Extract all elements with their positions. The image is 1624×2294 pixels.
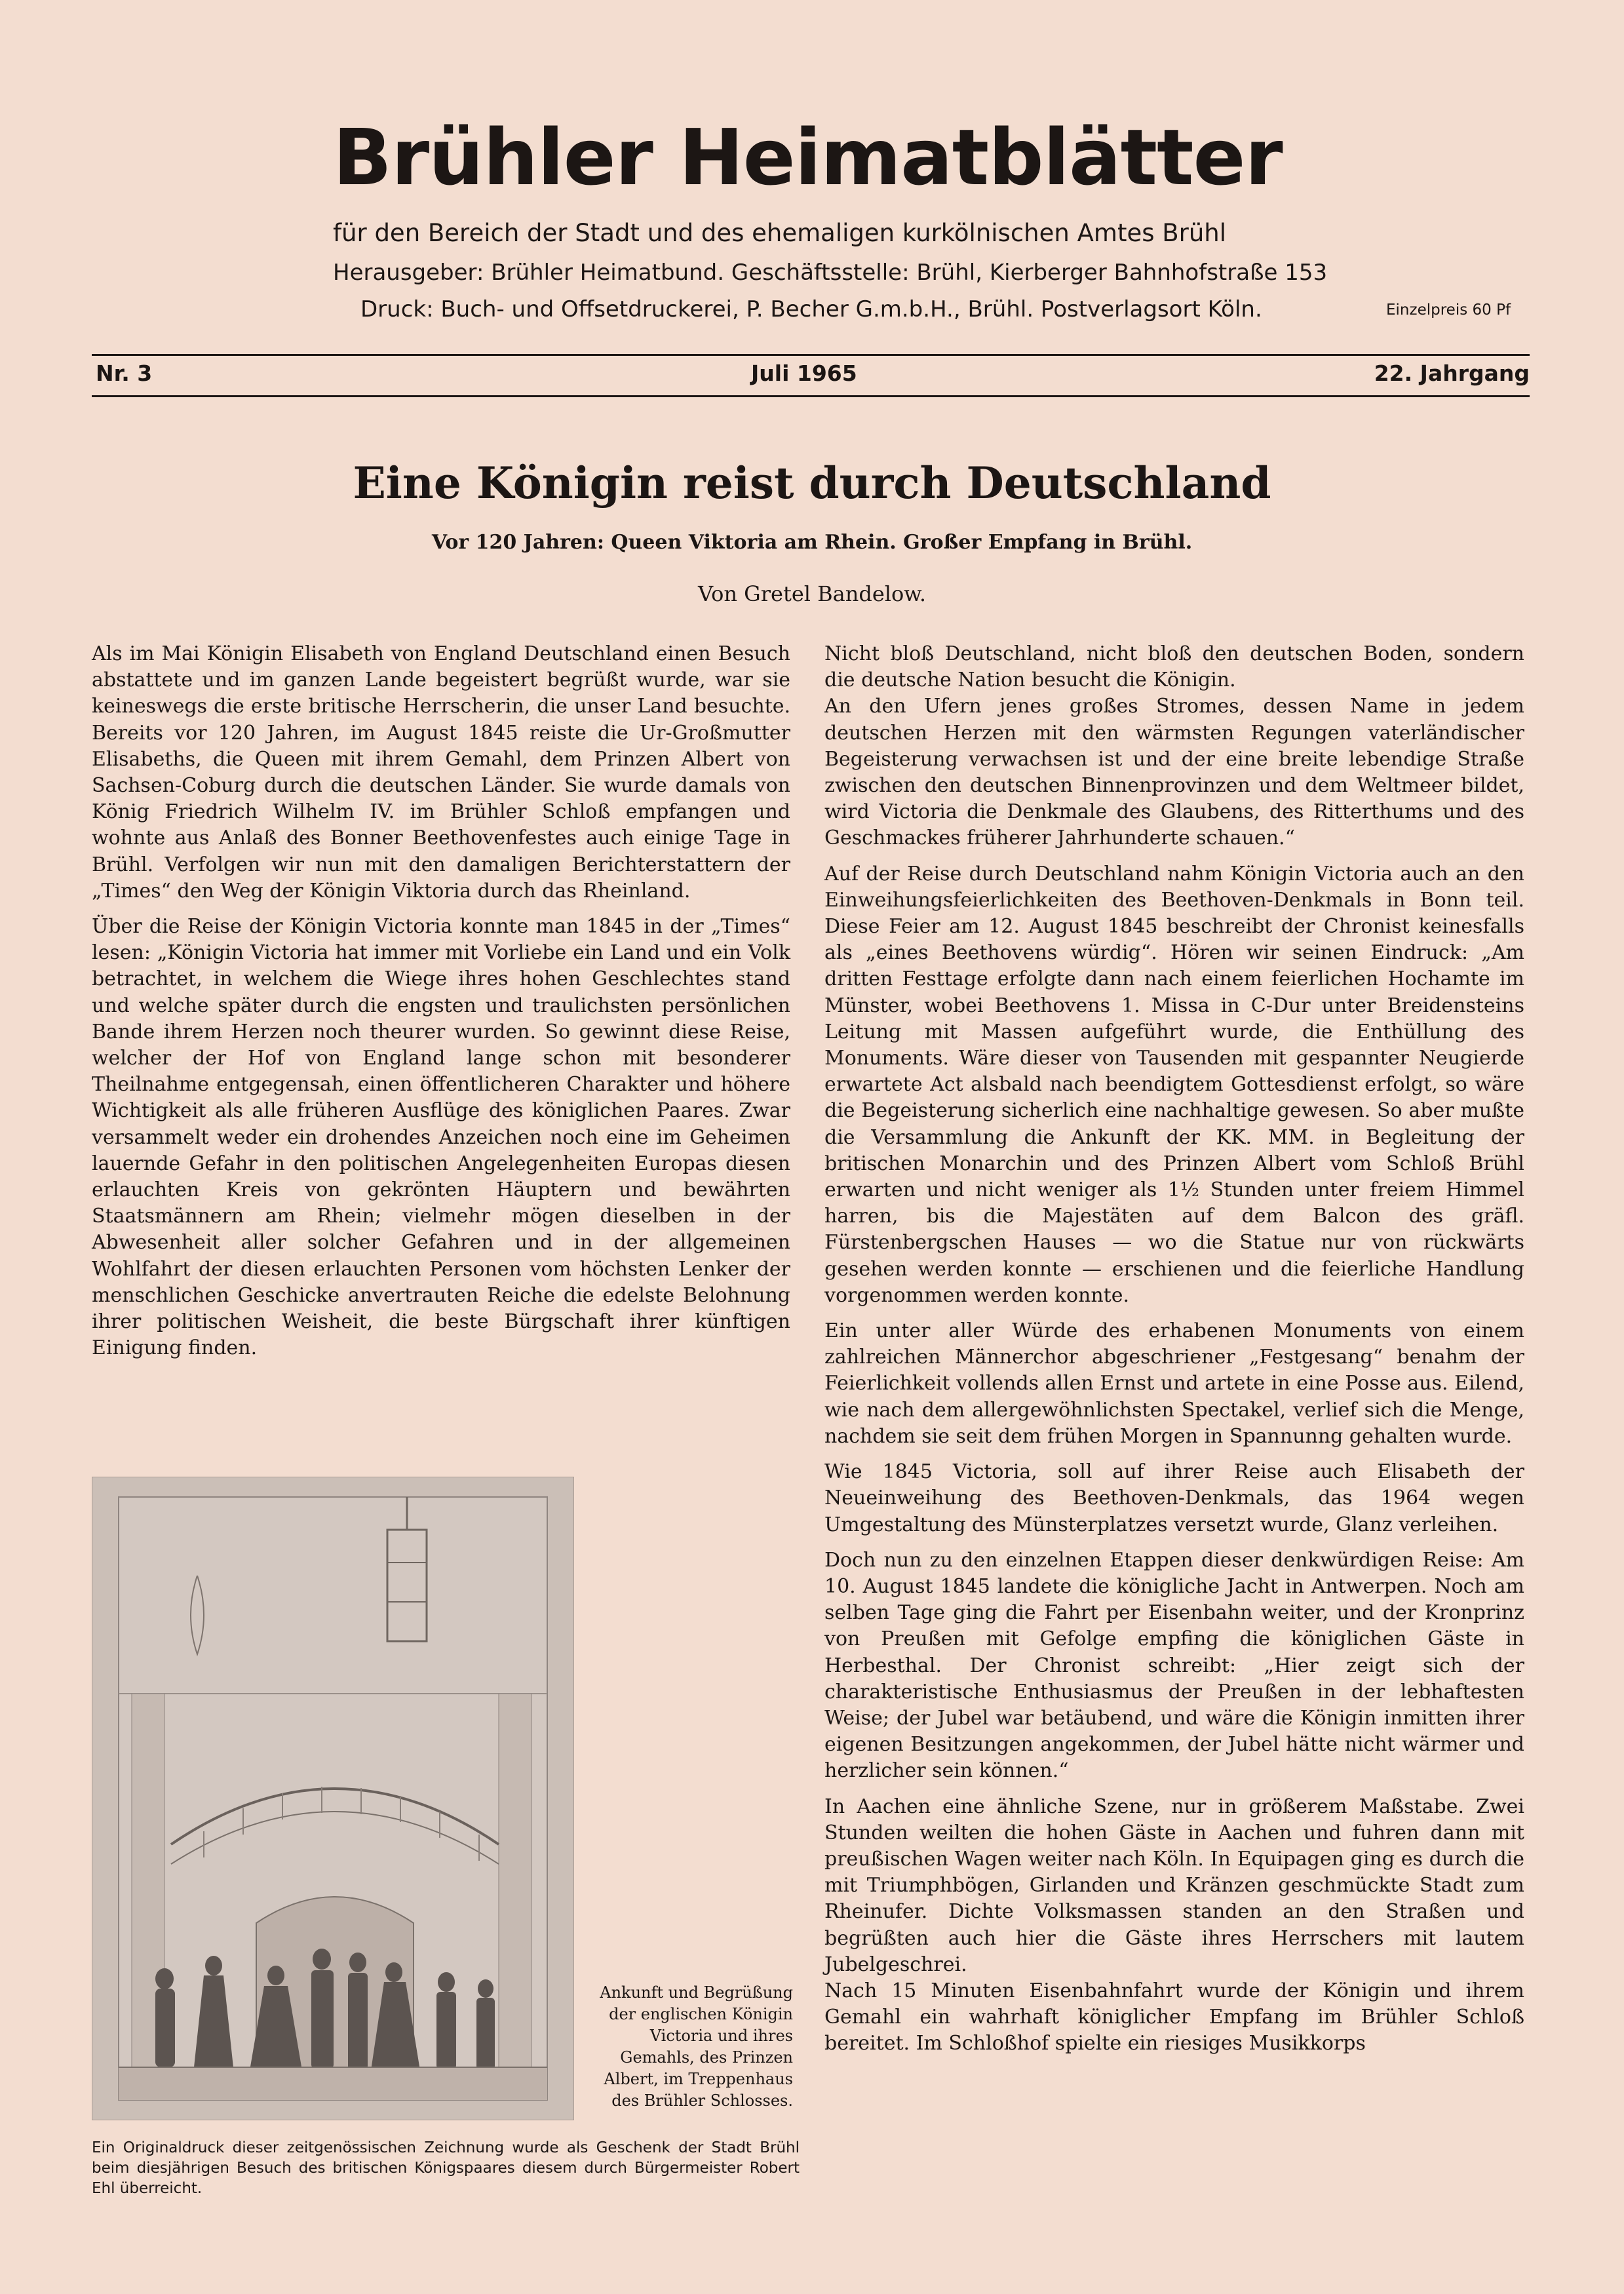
paragraph: Doch nun zu den einzelnen Etappen dieser denkwürdigen Reise: Am 10. August 1845 landete die königliche Jacht in Antwerpen. Noch am selben Tage ging die Fahrt per Eisenbahn weiter, und der Kronprinz von Preußen mit Gefolge empfing die königlichen Gäste in Herbesthal. Der Chronist schreibt: „Hier zeigt sich der charakteristische Enthusiasmus der Preußen in der lebhaftesten Weise; der Jubel war betäubend, und wäre die Königin inmitten ihrer eigenen Besitzungen angekommen, der Jubel hätte nicht wärmer und herzlicher sein können.“ (824, 1548, 1524, 1783)
article-byline: Von Gretel Bandelow. (697, 581, 927, 606)
printer-line: Druck: Buch- und Offsetdruckerei, P. Becher G.m.b.H., Brühl. Postverlagsort Köln. (360, 296, 1262, 322)
paragraph: Über die Reise der Königin Victoria konnte man 1845 in der „Times“ lesen: „Königin Victoria hat immer mit Vorliebe ein Land und ein Volk betrachtet, in welchem die Wiege ihres hohen Geschlechtes stand und welche später durch die engsten und traulichsten persönlichen Bande ihrem Herzen noch theurer wurden. So gewinnt diese Reise, welcher der Hof von England lange schon mit besonderer Theilnahme entgegensah, einen öffentlicheren Charakter und höhere Wichtigkeit als alle früheren Ausflüge des königlichen Paares. Zwar versammelt weder ein drohendes Anzeichen noch eine im Geheimen lauernde Gefahr in den politischen Angelegenheiten Europas diesen erlauchten Kreis von gekrönten Häuptern und bewährten Staatsmännern am Rhein; vielmehr mögen dieselben in der Abwesenheit aller solcher Gefahren und in der allgemeinen Wohlfahrt der diesen erlauchten Personen vom höchsten Lenker der menschlichen Geschicke anvertrauten Reiche die edelste Belohnung ihrer politischen Weisheit, die beste Bürgschaft ihrer künftigen Einigung finden. (92, 915, 790, 1360)
newspaper-title: Brühler Heimatblätter (333, 112, 1283, 203)
paragraph: Wie 1845 Victoria, soll auf ihrer Reise auch Elisabeth der Neueinweihung des Beethoven-Denkmals, das 1964 wegen Umgestaltung des Münsterplatzes versetzt wurde, Glanz verleihen. (824, 1460, 1524, 1536)
paragraph: Auf der Reise durch Deutschland nahm Königin Victoria auch an den Einweihungsfeierlichkeiten des Beethoven-Denkmals in Bonn teil. Diese Feier am 12. August 1845 beschreibt der Chronist keinesfalls als „eines Beethovens würdig“. Hören wir seinen Eindruck: „Am dritten Festtage erfolgte dann nach einem feierlichen Hochamte im Münster, wobei Beethovens 1. Missa in C-Dur unter Breidensteins Leitung mit Massen aufgeführt wurde, die Enthüllung des Monuments. Wäre dieser von Tausenden mit gespannter Neugierde erwartete Act alsbald nach beendigtem Gottesdienst erfolgt, so wäre die Begeisterung sicherlich eine nachhaltige gewesen. So aber mußte die Versammlung die Ankunft der KK. MM. in Begleitung der britischen Monarchin und des Prinzen Albert vom Schloß Brühl erwarten und nicht weniger als 1½ Stunden unter freiem Himmel harren, bis die Majestäten auf dem Balcon des gräfl. Fürstenbergschen Hauses — wo die Statue nur von rückwärts gesehen werden konnte — erschienen und die feierliche Handlung vorgenommen werden konnte. (824, 862, 1524, 1307)
issue-price: Einzelpreis 60 Pf (1386, 301, 1511, 319)
illustration-staircase-reception (92, 1477, 574, 2120)
paragraph: Nicht bloß Deutschland, nicht bloß den deutschen Boden, sondern die deutsche Nation besucht die Königin. (824, 642, 1524, 692)
issue-date: Juli 1965 (751, 360, 857, 386)
paragraph: Als im Mai Königin Elisabeth von England Deutschland einen Besuch abstattete und im ganzen Lande begeistert begrüßt wurde, war sie keineswegs die erste britische Herrscherin, die unser Land besuchte. Bereits vor 120 Jahren, im August 1845 reiste die Ur-Großmutter Elisabeths, die Queen mit ihrem Gemahl, dem Prinzen Albert von Sachsen-Coburg durch die deutschen Länder. Sie wurde damals von König Friedrich Wilhelm IV. im Brühler Schloß empfangen und wohnte aus Anlaß des Bonner Beethovenfestes auch einige Tage in Brühl. Verfolgen wir nun mit den damaligen Berichterstattern der „Times“ den Weg der Königin Viktoria durch das Rheinland. (92, 642, 790, 903)
publisher-line: Herausgeber: Brühler Heimatbund. Geschäftsstelle: Brühl, Kierberger Bahnhofstraße 153 (333, 260, 1328, 286)
top-rule (92, 354, 1530, 356)
issue-volume: 22. Jahrgang (1374, 360, 1530, 386)
newspaper-subtitle: für den Bereich der Stadt und des ehemaligen kurkölnischen Amtes Brühl (333, 219, 1227, 247)
article-column-right (824, 641, 1524, 2067)
article-subheadline: Vor 120 Jahren: Queen Viktoria am Rhein. Großer Empfang in Brühl. (431, 531, 1193, 554)
bottom-rule (92, 395, 1530, 397)
paragraph: Ein unter aller Würde des erhabenen Monuments von einem zahlreichen Männerchor abgeschriener „Festgesang“ benahm der Feierlichkeit vollends allen Ernst und artete in eine Posse aus. Eilend, wie nach dem allergewöhnlichsten Spectakel, verlief sich die Menge, nachdem sie seit dem frühen Morgen in Spannunng gehalten wurde. (824, 1319, 1524, 1448)
paragraph: Nach 15 Minuten Eisenbahnfahrt wurde der Königin und ihrem Gemahl ein wahrhaft königlicher Empfang im Brühler Schloß bereitet. Im Schloßhof spielte ein riesiges Musikkorps (824, 1979, 1524, 2055)
article-column-left (92, 641, 790, 1371)
paragraph: An den Ufern jenes großes Stromes, dessen Name in jedem deutschen Herzen mit den wärmsten Regungen vaterländischer Begeisterung verwachsen ist und der eine breite lebendige Straße zwischen den deutschen Binnenprovinzen und dem Weltmeer bildet, wird Victoria die Denkmale des Glaubens, des Ritterthums und des Geschmackes früherer Jahrhunderte schauen.“ (824, 695, 1524, 850)
paragraph: In Aachen eine ähnliche Szene, nur in größerem Maßstabe. Zwei Stunden weilten die hohen Gäste in Aachen und fuhren dann mit preußischen Wagen weiter nach Köln. In Equipagen ging es durch die mit Triumphbögen, Girlanden und Kränzen geschmückte Stadt zum Rheinufer. Dichte Volksmassen standen an den Straßen und begrüßten auch hier die Gäste ihres Herrschers mit lautem Jubelgeschrei. (824, 1795, 1524, 1976)
illustration-caption: Ankunft und Begrüßung der englischen Königin Victoria und ihres Gemahls, des Prinzen Albert, im Treppenhaus des Brühler Schlosses. (600, 1983, 793, 2110)
article-headline: Eine Königin reist durch Deutschland (353, 457, 1271, 509)
issue-number: Nr. 3 (96, 360, 153, 386)
illustration-note: Ein Originaldruck dieser zeitgenössischen Zeichnung wurde als Geschenk der Stadt Brühl beim diesjährigen Besuch des britischen Königspaares diesem durch Bürgermeister Robert Ehl überreicht. (92, 2139, 800, 2197)
